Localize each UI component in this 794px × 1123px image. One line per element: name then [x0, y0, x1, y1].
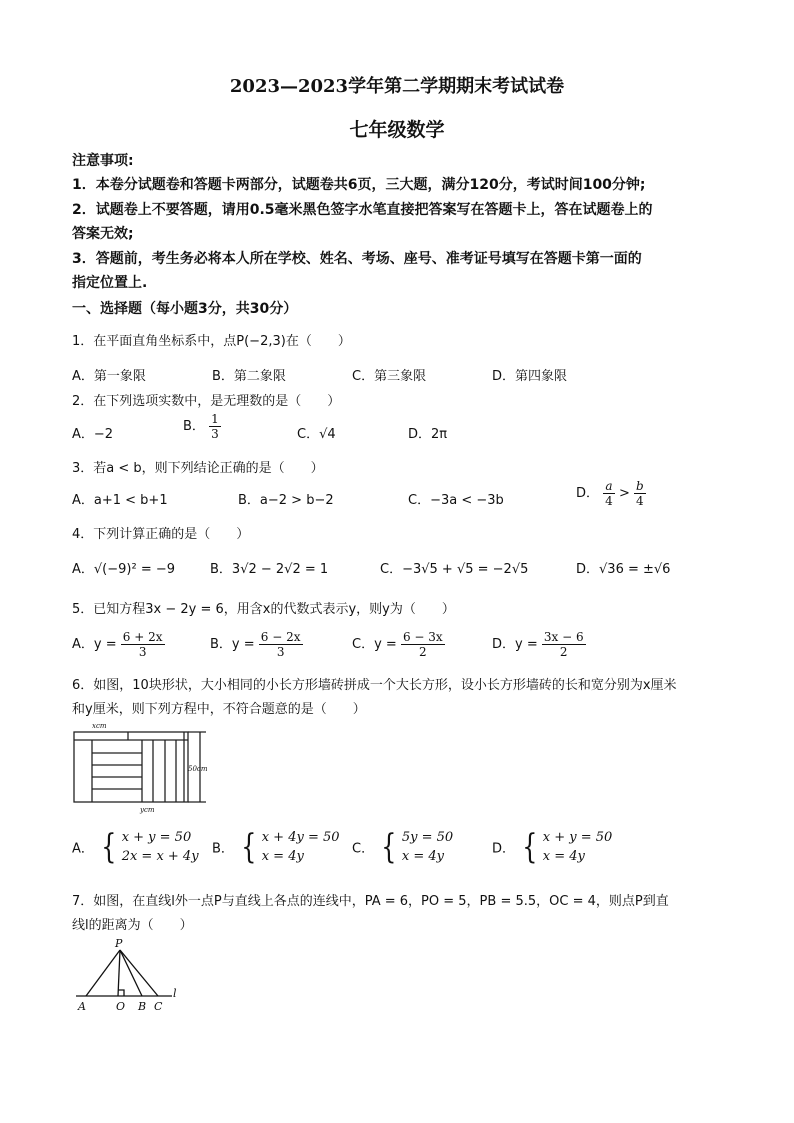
q6-option-c	[352, 828, 453, 866]
fraction-numerator: 3x − 6	[543, 630, 584, 644]
point-label-a: A	[78, 1000, 86, 1013]
q2-option-a: A．−2	[72, 427, 114, 442]
q7-stem-line-1: 7．如图，在直线l外一点P与直线上各点的连线中，PA = 6，PO = 5，PB = 5.5，OC = 4，则点P到直	[72, 894, 669, 909]
line-label-l: l	[173, 987, 177, 1000]
note-2-line-2: 答案无效;	[72, 226, 134, 242]
point-label-o: O	[116, 1000, 126, 1013]
q3-option-b: B．a−2 > b−2	[238, 493, 334, 508]
q6-option-c-label: C．	[352, 841, 375, 857]
section-heading: 一、选择题（每小题3分，共30分）	[72, 301, 298, 317]
q2-option-d: D．2π	[408, 427, 448, 442]
note-3-line-1: 3．答题前，考生务必将本人所在学校、姓名、考场、座号、准考证号填写在答题卡第一面的	[72, 251, 642, 267]
q6-option-d-label: D．	[492, 841, 516, 857]
note-2-line-1: 2．试题卷上不要答题，请用0.5毫米黑色签字水笔直接把答案写在答题卡上，答在试题卷上的	[72, 202, 653, 218]
q6-stem-line-2: 和y厘米，则下列方程中，不符合题意的是（ ）	[72, 702, 366, 717]
q5-option-d-fraction	[542, 630, 586, 659]
brace-icon: {	[241, 827, 257, 867]
q6-option-b	[212, 828, 340, 866]
fraction-denominator: 3	[276, 645, 285, 659]
exam-title: 2023—2023学年第二学期期末考试试卷	[229, 76, 565, 97]
q2-option-b-label: B．	[183, 419, 205, 434]
fraction-denominator: 2	[418, 645, 427, 659]
q1-option-d: D．第四象限	[492, 369, 568, 384]
q6-option-a-label: A．	[72, 841, 94, 857]
equation-row-2: x = 4y	[261, 849, 304, 864]
fraction-numerator: 1	[211, 412, 219, 426]
q6-option-c-system	[378, 828, 453, 866]
q3-option-d-label: D．	[576, 486, 600, 501]
q6-option-d-system	[519, 828, 612, 866]
q2-option-b	[183, 412, 221, 441]
q1-option-c: C．第三象限	[352, 369, 427, 384]
q4-option-a: A．√(−9)² = −9	[72, 562, 176, 577]
q6-option-d	[492, 828, 612, 866]
q3-stem: 3．若a < b，则下列结论正确的是（ ）	[72, 461, 324, 476]
fraction-numerator: 6 − 2x	[260, 630, 301, 644]
q2-option-c: C．√4	[297, 427, 336, 442]
figure-label-top: xcm	[92, 722, 107, 730]
q6-stem-line-1: 6．如图，10块形状，大小相同的小长方形墙砖拼成一个大长方形，设小长方形墙砖的长和宽分别为x厘米	[72, 678, 677, 693]
equation-row-2: x = 4y	[542, 849, 585, 864]
q4-option-c: C．−3√5 + √5 = −2√5	[380, 562, 529, 577]
fraction-denominator: 4	[605, 494, 613, 508]
q6-option-b-system	[238, 828, 339, 866]
note-1: 1．本卷分试题卷和答题卡两部分，试题卷共6页，三大题，满分120分，考试时间100分钟;	[72, 177, 646, 193]
q7-stem-line-2: 线l的距离为（ ）	[72, 918, 193, 933]
fraction-denominator: 3	[138, 645, 147, 659]
q4-stem: 4．下列计算正确的是（ ）	[72, 527, 250, 542]
q1-stem: 1．在平面直角坐标系中，点P(−2,3)在（ ）	[72, 334, 351, 349]
q5-option-a-label: A．y =	[72, 637, 117, 652]
equation-row-1: x + y = 50	[542, 830, 613, 845]
q4-option-d: D．√36 = ±√6	[576, 562, 671, 577]
q5-option-b	[210, 630, 303, 659]
q5-option-d	[492, 630, 586, 659]
q1-option-a: A．第一象限	[72, 369, 146, 384]
brace-icon: {	[101, 827, 117, 867]
q5-option-b-label: B．y =	[210, 637, 255, 652]
equation-row-1: 5y = 50	[401, 830, 454, 845]
fraction-numerator: 6 + 2x	[122, 630, 163, 644]
fraction-denominator: 4	[636, 494, 644, 508]
fraction-numerator: b	[635, 479, 644, 493]
q1-option-b: B．第二象限	[212, 369, 286, 384]
note-3-line-2: 指定位置上.	[72, 275, 148, 291]
point-label-p: P	[115, 937, 123, 950]
equation-row-1: x + 4y = 50	[261, 830, 340, 845]
q3-option-d-fraction-1	[603, 479, 615, 508]
point-label-b: B	[138, 1000, 147, 1013]
q3-option-c: C．−3a < −3b	[408, 493, 504, 508]
brace-icon: {	[522, 827, 538, 867]
q3-option-d-operator: >	[618, 486, 630, 501]
q5-option-d-label: D．y =	[492, 637, 538, 652]
q5-option-c-label: C．y =	[352, 637, 397, 652]
q5-option-a-fraction	[121, 630, 165, 659]
equation-row-2: x = 4y	[401, 849, 444, 864]
brace-icon: {	[381, 827, 397, 867]
q3-option-d	[576, 479, 646, 508]
notes-heading: 注意事项:	[72, 153, 134, 169]
q5-stem: 5．已知方程3x − 2y = 6，用含x的代数式表示y，则y为（ ）	[72, 602, 455, 617]
fraction-denominator: 3	[211, 427, 219, 441]
point-label-c: C	[154, 1000, 163, 1013]
line-distance-figure	[72, 938, 192, 1018]
q3-option-d-fraction-2	[634, 479, 646, 508]
fraction-numerator: 6 − 3x	[402, 630, 443, 644]
q5-option-a	[72, 630, 165, 659]
q5-option-c	[352, 630, 445, 659]
q3-option-a: A．a+1 < b+1	[72, 493, 168, 508]
figure-label-bottom: ycm	[140, 806, 155, 814]
q6-option-a	[72, 828, 199, 866]
q6-option-b-label: B．	[212, 841, 234, 857]
q4-option-b: B．3√2 − 2√2 = 1	[210, 562, 329, 577]
q6-option-a-system	[98, 828, 199, 866]
q2-stem: 2．在下列选项实数中，是无理数的是（ ）	[72, 394, 341, 409]
q5-option-c-fraction	[401, 630, 445, 659]
equation-row-2: 2x = x + 4y	[121, 849, 199, 864]
q2-option-b-fraction	[209, 412, 221, 441]
figure-label-right: 50cm	[188, 765, 208, 773]
equation-row-1: x + y = 50	[121, 830, 192, 845]
fraction-denominator: 2	[559, 645, 568, 659]
exam-subtitle: 七年级数学	[349, 119, 445, 141]
q5-option-b-fraction	[259, 630, 303, 659]
fraction-numerator: a	[605, 479, 613, 493]
